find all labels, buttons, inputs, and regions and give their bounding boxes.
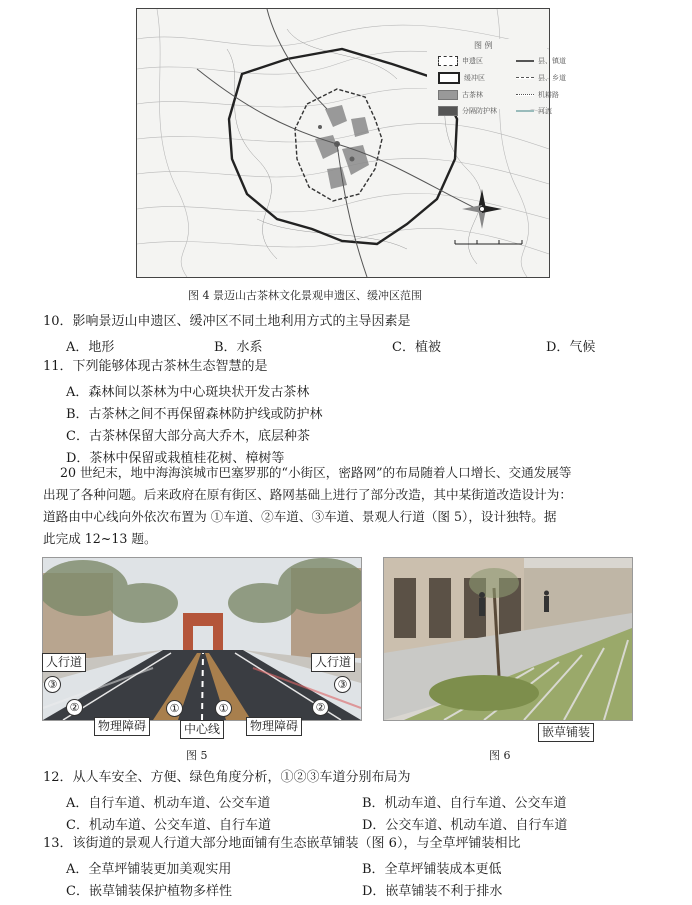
q12-option-a: A．自行车道、机动车道、公交车道 <box>66 796 271 811</box>
lane-3-left-marker: ③ <box>44 676 61 693</box>
legend-item: 缓冲区 <box>438 72 516 84</box>
label-grass-paving: 嵌草铺装 <box>538 723 594 742</box>
q12-option-d: D．公交车道、机动车道、自行车道 <box>362 818 568 833</box>
q12-option-c: C．机动车道、公交车道、自行车道 <box>66 818 271 833</box>
label-barrier-left: 物理障碍 <box>94 717 150 736</box>
figure5-caption: 图 5 <box>186 749 208 762</box>
legend-item: 古茶林 <box>438 90 516 100</box>
q10-stem: 10．影响景迈山申遗区、缓冲区不同土地利用方式的主导因素是 <box>43 314 411 329</box>
label-barrier-right: 物理障碍 <box>246 717 302 736</box>
intro-line: 此完成 12~13 题。 <box>43 531 157 546</box>
lane-1-right-marker: ① <box>215 700 232 717</box>
q10-option-c: C．植被 <box>392 340 441 355</box>
q12-stem: 12．从人车安全、方便、绿色角度分析，①②③车道分别布局为 <box>43 770 411 785</box>
q13-stem: 13．该街道的景观人行道大部分地面铺有生态嵌草铺装（图 6），与全草坪铺装相比 <box>43 836 521 851</box>
lane-2-left-marker: ② <box>66 699 83 716</box>
lane-1-left-marker: ① <box>166 700 183 717</box>
label-sidewalk-left: 人行道 <box>42 653 86 672</box>
legend-item: 申遗区 <box>438 56 516 66</box>
legend-item: 县、乡道 <box>516 72 586 84</box>
q11-option-d: D．茶林中保留或栽植桂花树、樟树等 <box>66 451 285 466</box>
street-photo <box>42 557 362 721</box>
q11-option-c: C．古茶林保留大部分高大乔木，底层种茶 <box>66 429 310 444</box>
intro-line: 20 世纪末，地中海海滨城市巴塞罗那的“小街区，密路网”的布局随着人口增长、交通发展等 <box>60 465 572 480</box>
q13-option-a: A．全草坪铺装更加美观实用 <box>66 862 232 877</box>
legend-item: 县、镇道 <box>516 56 586 66</box>
map-legend <box>438 56 586 116</box>
legend-item: 河流 <box>516 106 586 116</box>
grass-paving-illustration <box>384 558 632 720</box>
intro-line: 出现了各种问题。后来政府在原有街区、路网基础上进行了部分改造，其中某街道改造设计为： <box>43 487 572 502</box>
q13-option-b: B．全草坪铺装成本更低 <box>362 862 502 877</box>
figure4-caption: 图 4 景迈山古茶林文化景观申遗区、缓冲区范围 <box>188 289 422 302</box>
q10-option-a: A．地形 <box>66 340 115 355</box>
legend-title: 图 例 <box>474 41 493 50</box>
q10-option-b: B．水系 <box>214 340 263 355</box>
label-sidewalk-right: 人行道 <box>311 653 355 672</box>
intro-line: 道路由中心线向外依次布置为 ①车道、②车道、③车道、景观人行道（图 5），设计独特。据 <box>43 509 557 524</box>
street-illustration <box>43 558 361 720</box>
grass-paving-photo <box>383 557 633 721</box>
lane-3-right-marker: ③ <box>334 676 351 693</box>
q11-option-b: B．古茶林之间不再保留森林防护线或防护林 <box>66 407 323 422</box>
q13-option-d: D．嵌草铺装不利于排水 <box>362 884 503 899</box>
q10-option-d: D．气候 <box>546 340 596 355</box>
legend-item: 分隔防护林 <box>438 106 516 116</box>
figure6-caption: 图 6 <box>489 749 511 762</box>
q12-option-b: B．机动车道、自行车道、公交车道 <box>362 796 567 811</box>
q11-option-a: A．森林间以茶林为中心斑块状开发古茶林 <box>66 385 310 400</box>
label-center-line: 中心线 <box>180 720 224 739</box>
legend-item: 机耕路 <box>516 90 586 100</box>
lane-2-right-marker: ② <box>312 699 329 716</box>
q11-stem: 11．下列能够体现古茶林生态智慧的是 <box>43 359 268 374</box>
q13-option-c: C．嵌草铺装保护植物多样性 <box>66 884 232 899</box>
